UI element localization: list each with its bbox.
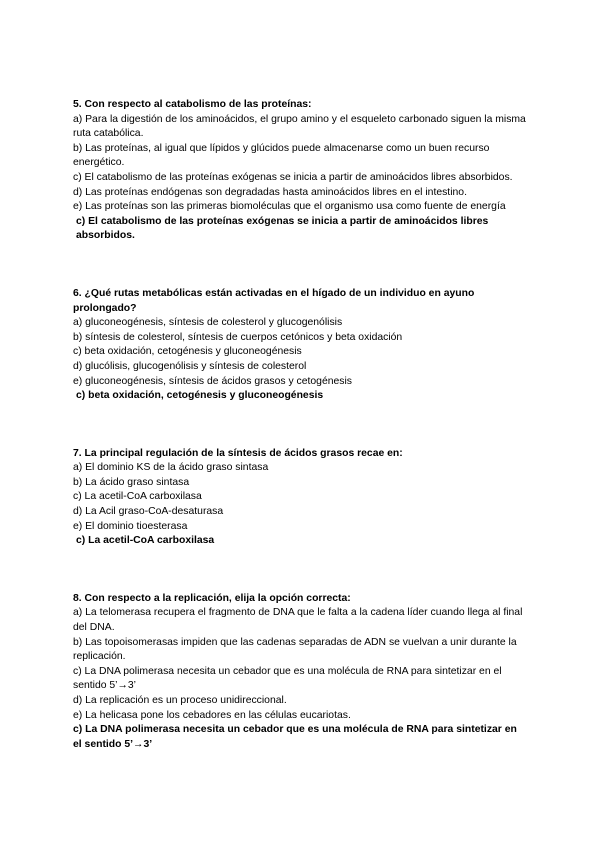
- option-b: b) Las topoisomerasas impiden que las cadenas separadas de ADN se vuelvan a unir durante la replicación.: [73, 636, 517, 663]
- option-a: a) La telomerasa recupera el fragmento de DNA que le falta a la cadena líder cuando llega al final del DNA.: [73, 607, 523, 634]
- question-6: [73, 287, 528, 404]
- question-title: 8. Con respecto a la replicación, elija la opción correcta:: [73, 592, 351, 604]
- option-e: e) La helicasa pone los cebadores en las células eucariotas.: [73, 709, 351, 721]
- answer: c) La acetil-CoA carboxilasa: [76, 535, 215, 547]
- option-d: d) La Acil graso-CoA-desaturasa: [73, 506, 224, 518]
- option-e: e) gluconeogénesis, síntesis de ácidos grasos y cetogénesis: [73, 375, 352, 387]
- option-a: a) gluconeogénesis, síntesis de colesterol y glucogenólisis: [73, 317, 343, 329]
- option-d: d) Las proteínas endógenas son degradadas hasta aminoácidos libres en el intestino.: [73, 186, 467, 198]
- spacer: [73, 404, 528, 447]
- option-a: a) Para la digestión de los aminoácidos, el grupo amino y el esqueleto carbonado siguen la misma ruta catabólica.: [73, 113, 526, 140]
- option-c: c) beta oxidación, cetogénesis y gluconeogénesis: [73, 346, 302, 358]
- question-8: [73, 592, 528, 753]
- option-b: b) Las proteínas, al igual que lípidos y glúcidos puede almacenarse como un buen recurso energético.: [73, 142, 490, 169]
- question-title: 5. Con respecto al catabolismo de las proteínas:: [73, 99, 312, 110]
- question-title: 7. La principal regulación de la síntesis de ácidos grasos recae en:: [73, 447, 403, 459]
- spacer: [73, 549, 528, 592]
- option-c: c) La acetil-CoA carboxilasa: [73, 491, 202, 503]
- option-b: b) La ácido graso sintasa: [73, 476, 190, 488]
- question-title: 6. ¿Qué rutas metabólicas están activadas en el hígado de un individuo en ayuno prolongado?: [73, 287, 475, 314]
- option-d: d) glucólisis, glucogenólisis y síntesis de colesterol: [73, 360, 307, 372]
- spacer: [73, 244, 528, 287]
- document-page: [73, 98, 528, 752]
- answer: c) beta oxidación, cetogénesis y gluconeogénesis: [76, 390, 324, 402]
- answer: c) La DNA polimerasa necesita un cebador que es una molécula de RNA para sintetizar en el sentido 5’→3’: [73, 724, 517, 750]
- option-e: e) Las proteínas son las primeras biomoléculas que el organismo usa como fuente de energía: [73, 201, 506, 213]
- option-a: a) El dominio KS de la ácido graso sintasa: [73, 462, 269, 474]
- option-c: c) El catabolismo de las proteínas exógenas se inicia a partir de aminoácidos libres absorbidos.: [73, 171, 513, 183]
- answer: c) El catabolismo de las proteínas exógenas se inicia a partir de aminoácidos libres absorbidos.: [76, 215, 489, 242]
- option-c: c) La DNA polimerasa necesita un cebador que es una molécula de RNA para sintetizar en el sentido 5’→3’: [73, 665, 502, 692]
- option-b: b) síntesis de colesterol, síntesis de cuerpos cetónicos y beta oxidación: [73, 331, 403, 343]
- question-5: [73, 98, 528, 244]
- option-d: d) La replicación es un proceso unidireccional.: [73, 695, 287, 706]
- question-7: [73, 447, 528, 549]
- option-e: e) El dominio tioesterasa: [73, 520, 188, 532]
